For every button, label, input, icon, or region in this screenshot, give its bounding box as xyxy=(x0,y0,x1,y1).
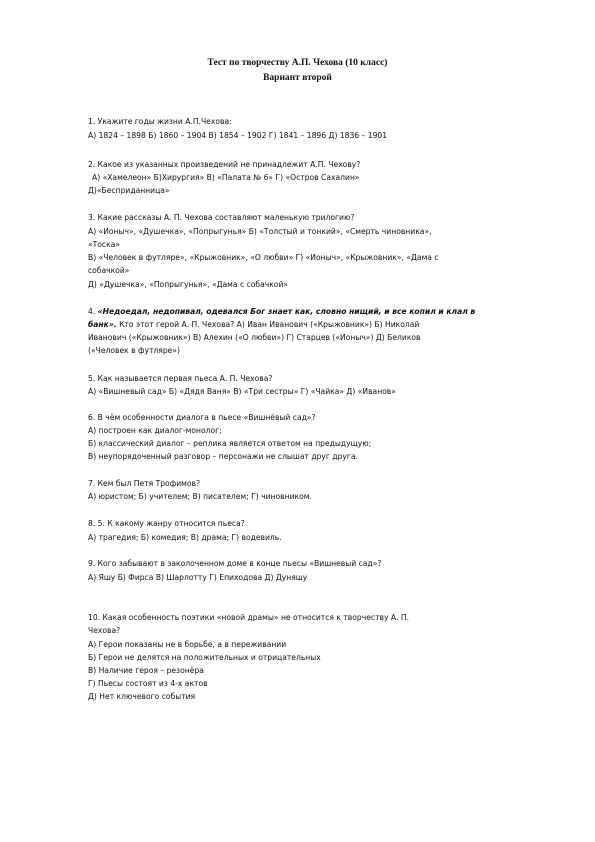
q8-answers: А) трагедия; Б) комедия; В) драма; Г) водевиль. xyxy=(88,533,282,542)
q2-answers-line-1: А) «Хамелеон» Б)Хирургия» В) «Палата № 6» Г) «Остров Сахалин» xyxy=(92,173,360,182)
q6-answer-a: А) построен как диалог-монолог; xyxy=(88,426,222,435)
q10-answer-b: Б) Герои не делятся на положительных и отрицательных xyxy=(88,653,321,662)
q7-question: 7. Кем был Петя Трофимов? xyxy=(88,479,201,488)
q1-answers: А) 1824 – 1898 Б) 1860 – 1904 В) 1854 – 1902 Г) 1841 – 1896 Д) 1836 – 1901 xyxy=(88,131,388,140)
q10-answer-a: А) Герои показаны не в борьбе, а в переживании xyxy=(88,640,287,649)
q6-answer-b: Б) классический диалог – реплика является ответом на предыдущую; xyxy=(88,439,372,448)
q7-answers: А) юристом; Б) учителем; В) писателем; Г) чиновником. xyxy=(88,492,312,501)
q9-answers: А) Яшу Б) Фирса В) Шарлотту Г) Епиходова Д) Дуняшу xyxy=(88,573,308,582)
q10-answer-e: Д) Нет ключевого события xyxy=(88,692,196,701)
q4-question-text: Кто этот герой А. П. Чехова? А) Иван Иванович («Крыжовник») Б) Николай xyxy=(116,320,420,329)
q10-answer-d: Г) Пьесы состоят из 4-х актов xyxy=(88,679,208,688)
q3-line-2: «Тоска» xyxy=(88,240,120,249)
document-title: Тест по творчеству А.П. Чехова (10 класс) xyxy=(207,58,388,68)
q3-question: 3. Какие рассказы А. П. Чехова составляют маленькую трилогию? xyxy=(88,213,355,222)
q4-line-4: («Человек в футляре») xyxy=(88,346,180,355)
q5-question: 5. Как называется первая пьеса А. П. Чехова? xyxy=(88,374,273,383)
q3-line-5: Д) «Душечка», «Попрыгунья», «Дама с собачкой» xyxy=(88,280,289,289)
q8-question: 8. 5. К какому жанру относится пьеса? xyxy=(88,519,245,528)
q3-line-3: В) «Человек в футляре», «Крыжовник», «О любви» Г) «Ионыч», «Крыжовник», «Дама с xyxy=(88,253,439,262)
q4-quote-part-2: банк». xyxy=(88,320,117,329)
q6-question: 6. В чём особенности диалога в пьесе «Вишнёвый сад»? xyxy=(88,413,316,422)
q4-quote-part-1: «Недоедал, недопивал, одевался Бог знает как, словно нищий, и все копил и клал в xyxy=(97,307,476,316)
q9-question: 9. Кого забывают в заколоченном доме в конце пьесы «Вишневый сад»? xyxy=(88,559,382,568)
q4-line-1 xyxy=(88,307,475,316)
q4-number: 4. xyxy=(88,307,98,316)
q3-line-1: А) «Ионыч», «Душечка», «Попрыгунья» Б) «Толстый и тонкий», «Смерть чиновника», xyxy=(88,227,432,236)
q3-line-4: собачкой» xyxy=(88,266,130,275)
q2-question: 2. Какое из указанных произведений не принадлежит А.П. Чехову? xyxy=(88,160,361,169)
q10-answer-c: В) Наличие героя – резонёра xyxy=(88,666,204,675)
q10-question-line-1: 10. Какая особенность поэтики «новой драмы» не относится к творчеству А. П. xyxy=(88,613,410,622)
q10-question-line-2: Чехова? xyxy=(88,626,121,635)
q4-line-2 xyxy=(88,320,419,329)
document-subtitle: Вариант второй xyxy=(263,73,332,83)
q6-answer-c: В) неупорядоченный разговор – персонажи не слышат друг друга. xyxy=(88,452,358,461)
q4-line-3: Иванович («Крыжовник») В) Алехин («О любви») Г) Старцев («Ионыч») Д) Беликов xyxy=(88,333,421,342)
q2-answers-line-2: Д)«Бесприданница» xyxy=(88,186,170,195)
q5-answers: А) «Вишневый сад» Б) «Дядя Ваня» В) «Три сестры» Г) «Чайка» Д) «Иванов» xyxy=(88,387,396,396)
q1-question: 1. Укажите годы жизни А.П.Чехова: xyxy=(88,117,232,126)
